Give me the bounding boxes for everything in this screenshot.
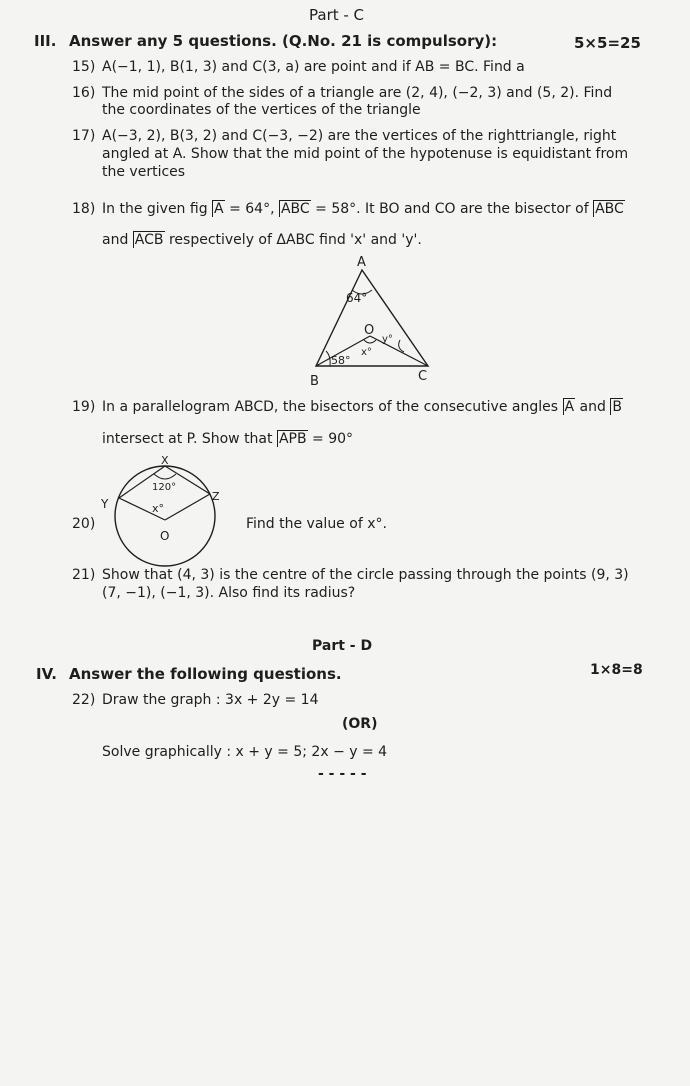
vertex-a-label: A [357, 255, 366, 270]
angle-b-symbol-q19: B [612, 399, 622, 415]
angle-a-symbol: A [214, 201, 224, 217]
q22-alternative: Solve graphically : x + y = 5; 2x − y = 4 [102, 744, 388, 760]
angle-64-label: 64° [346, 291, 368, 305]
angle-acb-symbol: ACB [134, 232, 164, 248]
circle-figure [90, 452, 230, 570]
q18-number: 18) [72, 201, 96, 217]
angle-x-label: x° [361, 347, 372, 358]
q15-number: 15) [72, 59, 96, 75]
section-iii-marks: 5×5=25 [574, 34, 641, 52]
angle-x-arc [364, 340, 376, 343]
angle-b-arc [326, 351, 330, 366]
angle-y-arc [399, 340, 404, 352]
q15-text: A(−1, 1), B(1, 3) and C(3, a) are point and if AB = BC. Find a [102, 59, 525, 75]
q16-line-2: the coordinates of the vertices of the triangle [102, 102, 421, 118]
angle-120-arc [154, 474, 176, 479]
q19-line-2 [102, 431, 353, 447]
q22-number: 22) [72, 692, 96, 708]
q21-number: 21) [72, 567, 96, 583]
part-d-title: Part - D [312, 638, 373, 654]
center-o-label: O [160, 529, 170, 543]
point-z-label: Z [212, 490, 220, 503]
triangle-abc-outline [316, 270, 428, 366]
end-marker: - - - - - [318, 766, 367, 782]
point-y-label: Y [101, 497, 109, 511]
q16-number: 16) [72, 85, 96, 101]
angle-apb-symbol: APB [278, 431, 307, 447]
q19-number: 19) [72, 399, 96, 415]
angle-y-label: y° [382, 334, 393, 345]
section-iii-instruction: Answer any 5 questions. (Q.No. 21 is compulsory): [69, 32, 498, 50]
section-iii-number: III. [34, 32, 57, 50]
q21-line-1: Show that (4, 3) is the centre of the circle passing through the points (9, 3) [102, 567, 629, 583]
angle-58-label: 58° [331, 354, 351, 367]
q17-line-1: A(−3, 2), B(3, 2) and C(−3, −2) are the vertices of the righttriangle, right [102, 128, 617, 144]
section-iv-number: IV. [36, 665, 57, 683]
q19-text-3: intersect at P. Show that [102, 431, 273, 447]
radius-oz [165, 494, 210, 520]
section-iv-instruction: Answer the following questions. [69, 665, 342, 683]
q18-text-1: In the given fig [102, 201, 208, 217]
q18-text-3: = 58°. It BO and CO are the bisector of [315, 201, 589, 217]
q21-line-2: (7, −1), (−1, 3). Also find its radius? [102, 585, 356, 601]
triangle-figure [300, 252, 450, 392]
q22-text: Draw the graph : 3x + 2y = 14 [102, 692, 319, 708]
circle-outline [115, 466, 215, 566]
q17-number: 17) [72, 128, 96, 144]
point-x-label: X [161, 454, 169, 467]
triangle-abc-symbol: ΔABC [276, 232, 315, 248]
vertex-c-label: C [418, 369, 428, 384]
q22-or: (OR) [342, 716, 378, 732]
q18-text-6: find 'x' and 'y'. [319, 232, 422, 248]
vertex-b-label: B [310, 374, 319, 389]
angle-x-circle-label: x° [152, 502, 165, 515]
q19-text-2: and [579, 399, 606, 415]
q18-text-2: = 64°, [229, 201, 275, 217]
bisector-co [370, 336, 428, 366]
q19-text-4: = 90° [312, 431, 354, 447]
q17-line-2: angled at A. Show that the mid point of the hypotenuse is equidistant from [102, 146, 629, 162]
q16-line-1: The mid point of the sides of a triangle are (2, 4), (−2, 3) and (5, 2). Find [102, 85, 613, 101]
angle-120-label: 120° [152, 482, 177, 493]
part-c-title: Part - C [309, 6, 365, 24]
q18-text-4: and [102, 232, 129, 248]
q19-line-1 [102, 399, 623, 415]
q20-text: Find the value of x°. [246, 516, 387, 532]
angle-abc-symbol: ABC [280, 201, 310, 217]
q18-line-1 [102, 201, 625, 217]
angle-abc-symbol-2: ABC [595, 201, 624, 217]
section-iv-marks: 1×8=8 [590, 662, 643, 678]
q19-text-1: In a parallelogram ABCD, the bisectors of the consecutive angles [102, 399, 559, 415]
q18-text-5: respectively of [168, 232, 272, 248]
q18-line-2 [102, 232, 422, 248]
q17-line-3: the vertices [102, 164, 186, 180]
q20-number: 20) [72, 516, 96, 532]
angle-a-symbol-q19: A [564, 399, 575, 415]
point-o-label: O [364, 323, 375, 338]
